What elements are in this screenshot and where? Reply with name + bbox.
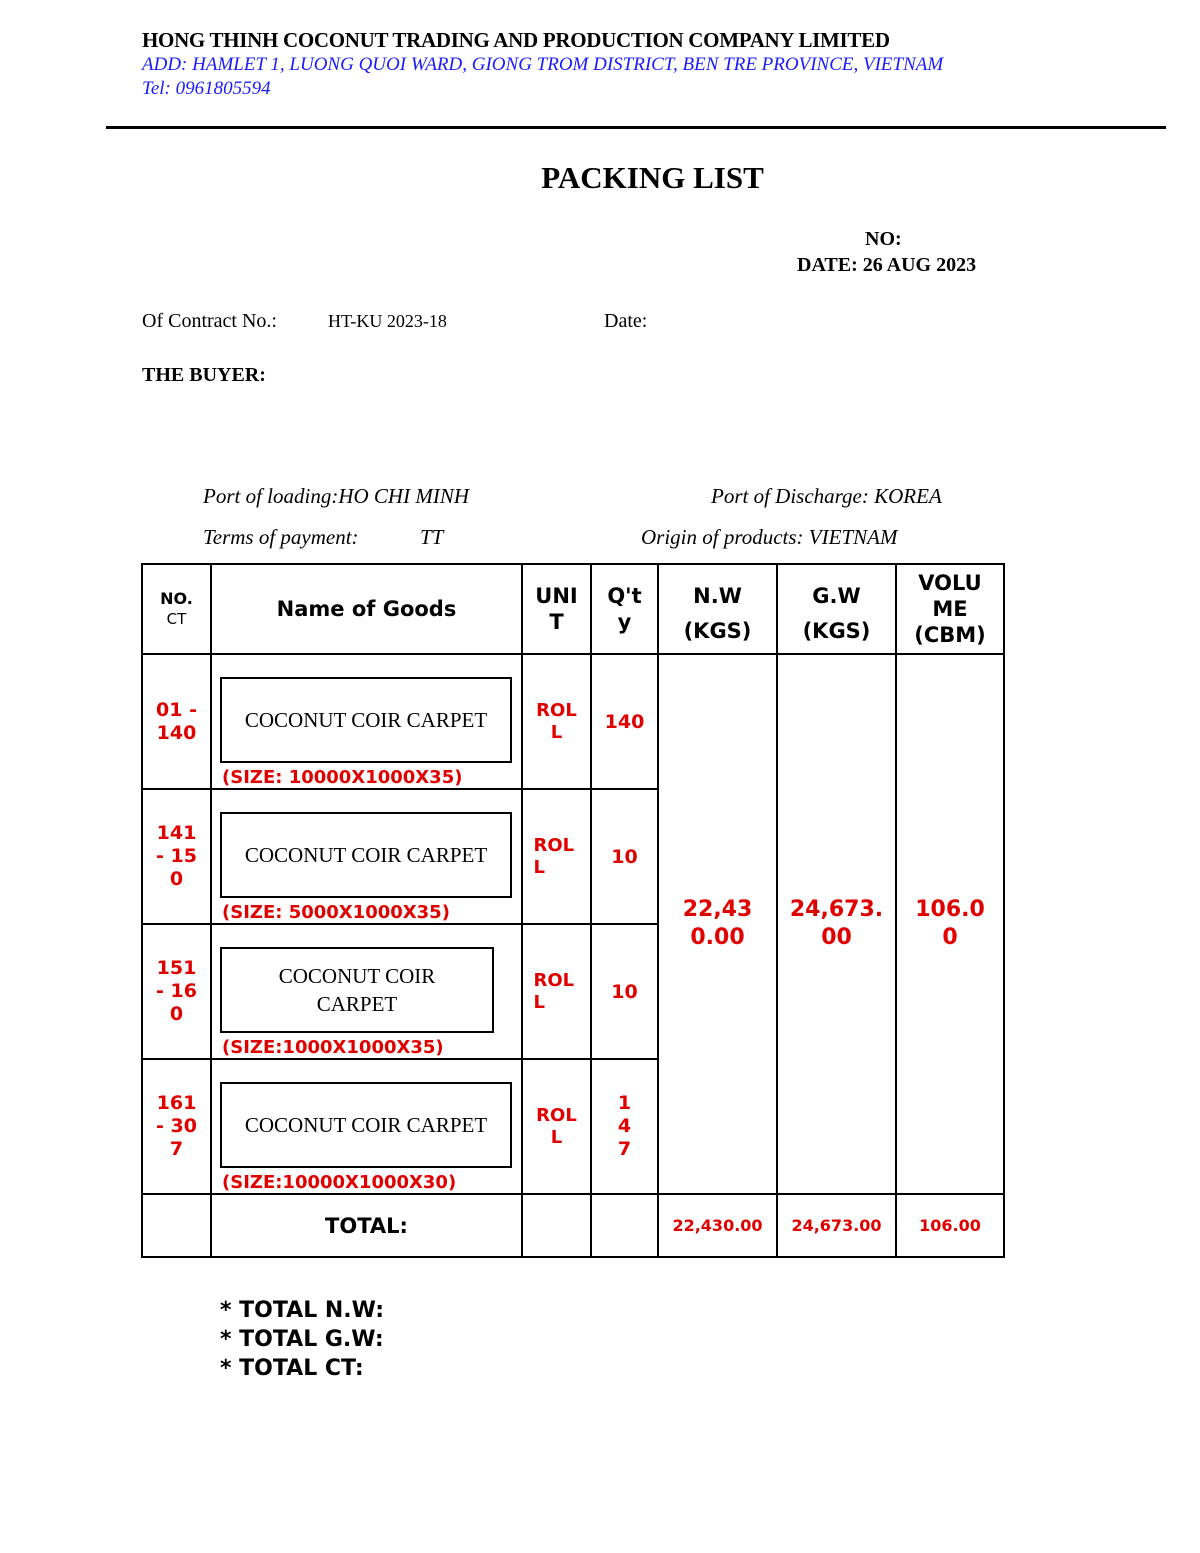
header-volume	[896, 564, 1004, 654]
header-qty-label: Q'ty	[607, 584, 642, 634]
doc-date: DATE: 26 AUG 2023	[797, 254, 977, 276]
header-nw-line2: (KGS)	[683, 619, 752, 643]
nw-value: 22,430.00	[682, 897, 753, 950]
nw-merged-cell	[658, 654, 777, 1194]
qty-cell	[591, 654, 658, 789]
packing-table	[141, 563, 1005, 1258]
qty-cell	[591, 789, 658, 924]
total-nw-cell	[658, 1194, 777, 1257]
volume-merged-cell	[896, 654, 1004, 1194]
table-total-row	[142, 1194, 1004, 1257]
goods-cell	[211, 924, 522, 1059]
total-unit-cell	[522, 1194, 591, 1257]
ct-number: 141 - 150	[156, 822, 197, 890]
ct-number: 01 - 140	[156, 698, 197, 744]
goods-name-text: COCONUT COIR CARPET	[278, 964, 436, 1016]
unit-value: ROLL	[536, 699, 577, 743]
origin-of-products: Origin of products: VIETNAM	[641, 525, 898, 549]
unit-value: ROLL	[533, 834, 575, 878]
summary-total-gw: * TOTAL G.W:	[220, 1327, 384, 1352]
header-unit	[522, 564, 591, 654]
header-qty	[591, 564, 658, 654]
goods-size: (SIZE: 10000X1000X35)	[222, 767, 463, 788]
header-gw	[777, 564, 896, 654]
header-name-of-goods	[211, 564, 522, 654]
table-header-row	[142, 564, 1004, 654]
goods-name: COCONUT COIR CARPET	[220, 812, 512, 898]
qty-value: 147	[617, 1092, 632, 1160]
header-gw-line2: (KGS)	[802, 619, 871, 643]
total-volume: 106.00	[919, 1215, 981, 1235]
summary-total-nw: * TOTAL N.W:	[220, 1298, 385, 1323]
qty-cell	[591, 1059, 658, 1194]
goods-size: (SIZE:1000X1000X35)	[222, 1037, 444, 1058]
gw-value: 24,673.00	[789, 897, 884, 950]
total-gw: 24,673.00	[791, 1215, 882, 1235]
company-name: HONG THINH COCONUT TRADING AND PRODUCTION COMPANY LIMITED	[142, 28, 890, 52]
unit-cell	[522, 924, 591, 1059]
goods-name: COCONUT COIR CARPET	[220, 1082, 512, 1168]
ct-number: 161 - 307	[156, 1092, 197, 1160]
port-of-discharge: Port of Discharge: KOREA	[711, 484, 942, 508]
contract-number: HT-KU 2023-18	[328, 311, 447, 331]
goods-name: COCONUT COIR CARPET	[220, 677, 512, 763]
header-gw-line1: G.W	[812, 584, 861, 608]
unit-value: ROLL	[533, 969, 575, 1013]
goods-cell	[211, 1059, 522, 1194]
header-name-label: Name of Goods	[276, 597, 457, 621]
header-nw	[658, 564, 777, 654]
doc-number-label: NO:	[865, 228, 902, 250]
unit-cell	[522, 789, 591, 924]
total-label: TOTAL:	[325, 1213, 408, 1238]
header-volume-line1: VOLUME	[918, 571, 982, 621]
qty-cell	[591, 924, 658, 1059]
goods-cell	[211, 654, 522, 789]
page-title: PACKING LIST	[541, 160, 764, 195]
qty-value: 10	[611, 981, 638, 1003]
company-address: ADD: HAMLET 1, LUONG QUOI WARD, GIONG TROM DISTRICT, BEN TRE PROVINCE, VIETNAM	[142, 54, 944, 75]
port-of-loading: Port of loading:HO CHI MINH	[203, 484, 469, 508]
goods-name	[220, 947, 494, 1033]
header-volume-line2: (CBM)	[914, 623, 986, 647]
header-nw-line1: N.W	[693, 584, 742, 608]
contract-date-label: Date:	[604, 310, 648, 332]
header-no-ct-line2: CT	[166, 610, 187, 628]
goods-cell	[211, 789, 522, 924]
total-qty-cell	[591, 1194, 658, 1257]
unit-value: ROLL	[536, 1104, 577, 1148]
unit-cell	[522, 654, 591, 789]
goods-size: (SIZE: 5000X1000X35)	[222, 902, 450, 923]
ct-number-cell	[142, 924, 211, 1059]
ct-number: 151 - 160	[156, 957, 197, 1025]
ct-number-cell	[142, 789, 211, 924]
total-label-cell	[211, 1194, 522, 1257]
ct-number-cell	[142, 654, 211, 789]
summary-total-ct: * TOTAL CT:	[220, 1356, 364, 1381]
qty-value: 140	[604, 711, 645, 733]
terms-of-payment-value: TT	[420, 525, 444, 549]
table-row	[142, 654, 1004, 789]
qty-value: 10	[611, 846, 638, 868]
header-divider	[106, 126, 1166, 129]
contract-label: Of Contract No.:	[142, 310, 277, 332]
gw-merged-cell	[777, 654, 896, 1194]
header-no-ct-line1: NO.	[160, 589, 193, 608]
goods-size: (SIZE:10000X1000X30)	[222, 1172, 457, 1193]
total-empty-cell	[142, 1194, 211, 1257]
total-nw: 22,430.00	[672, 1215, 763, 1235]
volume-value: 106.00	[915, 897, 985, 950]
ct-number-cell	[142, 1059, 211, 1194]
unit-cell	[522, 1059, 591, 1194]
total-volume-cell	[896, 1194, 1004, 1257]
terms-of-payment-label: Terms of payment:	[203, 525, 359, 549]
buyer-label: THE BUYER:	[142, 364, 266, 386]
header-no-ct	[142, 564, 211, 654]
company-tel: Tel: 0961805594	[142, 78, 271, 99]
total-gw-cell	[777, 1194, 896, 1257]
header-unit-label: UNIT	[535, 584, 578, 634]
